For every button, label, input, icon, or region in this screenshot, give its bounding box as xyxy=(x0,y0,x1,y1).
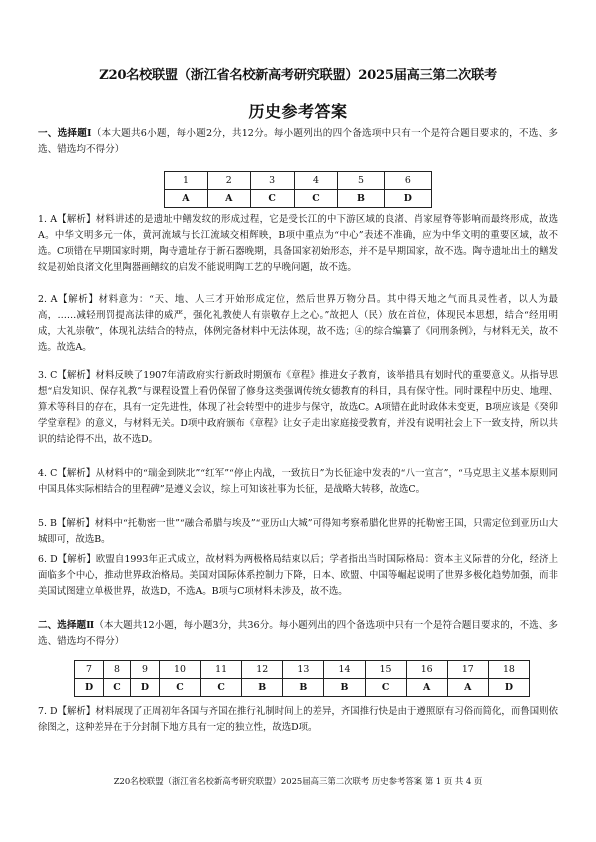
question-number: 15 xyxy=(365,661,406,679)
item-number: 3. xyxy=(38,370,47,381)
item-number: 2. xyxy=(38,294,47,305)
item-number: 5. xyxy=(38,518,47,529)
page-title: Z20名校联盟（浙江省名校新高考研究联盟）2025届高三第二次联考 xyxy=(99,68,497,83)
item-text: A【解析】材料意为：“天、地、人三才开始形成定位，然后世界万物分昌。其中得天地之气而具灵性者，以人为最高，……减轻刑罚提高法律的威严，强化礼教使人有崇敬存上之心。”故把人（民）放在首位，体现民本思想，结合“经用明成，大礼崇敬”，体现礼法结合的特点，体例完备材料中无法体现，故不选；④的综合编纂了《同刑条例》，与材料无关，故不选。故选A。 xyxy=(38,294,558,353)
section-2-instructions xyxy=(38,618,558,650)
item-number: 7. xyxy=(38,706,47,717)
question-number: 12 xyxy=(242,661,283,679)
section-2-text: （本大题共12小题，每小题3分，共36分。每小题列出的四个备选项中只有一个是符合题目要求的，不选、多选、错选均不得分） xyxy=(38,620,558,647)
item-text: B【解析】材料中“托勒密一世”“融合希腊与埃及”“亚历山大城”可得知考察希腊化世界的托勒密王国，只需定位到亚历山大城即可，故选B。 xyxy=(38,518,558,545)
section-1-text: （本大题共6小题，每小题2分，共12分。每小题列出的四个备选项中只有一个是符合题目要求的，不选、多选、错选均不得分） xyxy=(38,128,558,155)
item-text: A【解析】材料讲述的是遗址中鳝发纹的形成过程，它是受长江的中下游区域的良渚、肖家屋脊等影响而最终形成，故选A。中华文明多元一体，黄河流域与长江流域交相辉映，B项中重点为“中心”表述不准确，应为中华文明的重要区域，故不选。C项错在早期国家时期，陶寺遗址存于新石器晚期，具备国家初始形态，并不是早期国家，故不选。陶寺遗址出土的鳝发纹是初始良渚文化里陶器画鳝纹的启发不能说明陶工艺的早晚问题，故不选。 xyxy=(38,214,558,273)
answer-letter: B xyxy=(324,679,365,697)
answer-letter: D xyxy=(384,190,431,208)
item-text: C【解析】材料反映了1907年清政府实行新政时期颁布《章程》推进女子教育，该举措具有划时代的重要意义。从指导思想“启发知识、保存礼教”与课程设置上看仍保留了修身这类强调传统女德教育的科目，具有保守性。同时课程中历史、地理、算术等科目的存在，具有一定先进性，体现了社会转型中的进步与保守，故选C。A项错在此时政体未变更，B项应该是《癸卯学堂章程》的意义，与材料无关。D项中政府颁布《章程》让女子走出家庭接受教育，并没有说明社会上下一致支持，所以共识的结论得不出，故不选D。 xyxy=(38,370,558,445)
answer-letter: B xyxy=(338,190,384,208)
explanation-item xyxy=(38,368,558,448)
answer-letter: C xyxy=(250,190,294,208)
item-number: 6. xyxy=(38,554,47,565)
answer-letter: D xyxy=(488,679,529,697)
question-number: 3 xyxy=(250,172,294,190)
explanation-item xyxy=(38,466,558,498)
question-number: 17 xyxy=(447,661,488,679)
question-number: 13 xyxy=(283,661,324,679)
item-text: C【解析】从材料中的“瑞金到陕北”“红军”“停止内战，一致抗日”为长征途中发表的“八一宣言”，“马克思主义基本原则同中国具体实际相结合的里程碑”是遵义会议，综上可知该社事为长征，是战略大转移，故选C。 xyxy=(38,468,558,495)
explanation-item xyxy=(38,704,558,736)
section-1-heading: 一、选择题Ⅰ xyxy=(38,128,92,139)
answer-letter: B xyxy=(242,679,283,697)
question-number: 4 xyxy=(294,172,338,190)
answer-table-answer-row xyxy=(75,679,530,697)
explanation-item xyxy=(38,292,558,356)
section-2-heading: 二、选择题Ⅱ xyxy=(38,620,95,631)
answer-letter: C xyxy=(365,679,406,697)
section-2-answer-table xyxy=(74,660,530,697)
answer-letter: A xyxy=(207,190,250,208)
question-number: 7 xyxy=(75,661,104,679)
question-number: 2 xyxy=(207,172,250,190)
question-number: 8 xyxy=(104,661,131,679)
question-number: 1 xyxy=(165,172,208,190)
section-1-answer-table xyxy=(164,171,432,208)
item-text: D【解析】材料展现了正周初年各国与齐国在推行礼制时间上的差异，齐国推行快是由于遵照原有习俗而简化，而鲁国则依徐图之，这种差异在于分封制下地方具有一定的独立性，故选D项。 xyxy=(38,706,559,733)
answer-letter: D xyxy=(130,679,159,697)
answer-letter: C xyxy=(159,679,200,697)
question-number: 10 xyxy=(159,661,200,679)
item-number: 4. xyxy=(38,468,47,479)
question-number: 5 xyxy=(338,172,384,190)
answer-letter: B xyxy=(283,679,324,697)
explanation-item xyxy=(38,212,558,276)
section-1-instructions xyxy=(38,126,558,158)
answer-table-answer-row xyxy=(165,190,432,208)
answer-letter: C xyxy=(294,190,338,208)
answer-letter: D xyxy=(75,679,104,697)
answer-letter: C xyxy=(104,679,131,697)
answer-letter: A xyxy=(447,679,488,697)
page-footer: Z20名校联盟（浙江省名校新高考研究联盟）2025届高三第二次联考 历史参考答案 第 1 页 共 4 页 xyxy=(113,776,483,786)
answer-letter: C xyxy=(201,679,242,697)
question-number: 16 xyxy=(406,661,447,679)
item-text: D【解析】欧盟自1993年正式成立，故材料为两极格局结束以后；学者指出当时国际格局：资本主义际普的分化，经济上面临多个中心，推动世界政治格局。美国对国际体系控制力下降，日本、欧盟、中国等崛起说明了世界多极化趋势加强，而非美国试图建立单极世界，故选D，不选A。B项与C项材料未涉及，故不选。 xyxy=(38,554,558,597)
explanation-item xyxy=(38,552,558,600)
answer-table-number-row xyxy=(165,172,432,190)
item-number: 1. xyxy=(38,214,47,225)
explanation-item xyxy=(38,516,558,548)
question-number: 14 xyxy=(324,661,365,679)
answer-letter: A xyxy=(165,190,208,208)
question-number: 9 xyxy=(130,661,159,679)
answer-letter: A xyxy=(406,679,447,697)
answer-table-number-row xyxy=(75,661,530,679)
page-subtitle: 历史参考答案 xyxy=(248,102,348,121)
question-number: 11 xyxy=(201,661,242,679)
question-number: 18 xyxy=(488,661,529,679)
question-number: 6 xyxy=(384,172,431,190)
